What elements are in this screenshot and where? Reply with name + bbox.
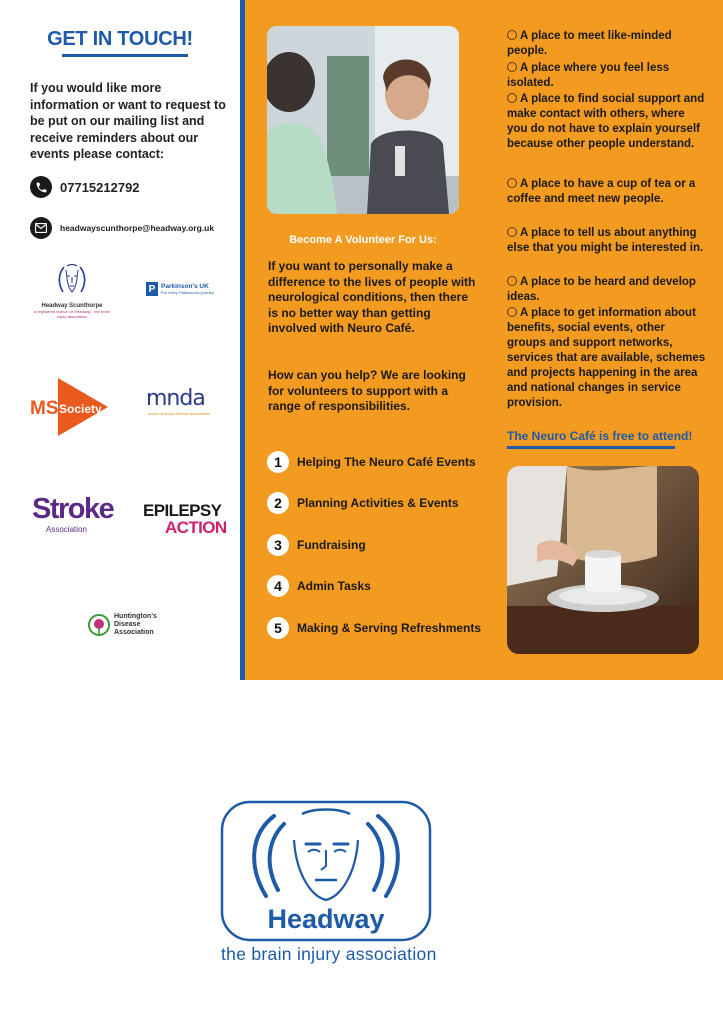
ms-letters: MS — [30, 398, 59, 419]
help-number-badge: 2 — [267, 492, 289, 514]
help-item-3 — [267, 534, 366, 556]
action-word: ACTION — [165, 518, 227, 537]
phone-row[interactable] — [30, 176, 140, 198]
ms-society-word: Society — [59, 402, 102, 416]
help-number-badge: 4 — [267, 575, 289, 597]
parkinsons-p-mark: P — [146, 282, 158, 296]
free-to-attend-note: The Neuro Café is free to attend! — [507, 429, 693, 443]
bullet-icon — [507, 307, 517, 317]
volunteers-photo — [267, 26, 459, 214]
help-item-label: Admin Tasks — [297, 579, 371, 593]
headway-wordmark: Headway — [267, 904, 385, 934]
mnda-sub: motor neurone disease association — [148, 411, 211, 416]
bullet-icon — [507, 30, 517, 40]
help-item-label: Planning Activities & Events — [297, 496, 459, 510]
bullet-icon — [507, 93, 517, 103]
help-item-5 — [267, 617, 481, 639]
phone-number[interactable]: 07715212792 — [60, 179, 140, 195]
benefit-item: A place to meet like-minded people. — [507, 30, 672, 57]
mnda-wordmark: mnda — [146, 386, 205, 411]
epilepsy-word: EPILEPSY — [143, 501, 222, 520]
volunteer-paragraph-2: How can you help? We are looking for volunteers to support with a range of responsibilities. — [268, 368, 466, 413]
help-item-label: Helping The Neuro Café Events — [297, 455, 476, 469]
email-icon — [30, 217, 52, 239]
ms-society-logo — [30, 376, 110, 438]
parkinsons-tagline: For every Parkinson's journey — [161, 290, 214, 295]
benefit-item: A place to get information about benefits, social events, other groups and support networks, services that are available, schemes and projects happening in the area and national changes in service provision. — [507, 307, 706, 409]
help-item-label: Making & Serving Refreshments — [297, 621, 482, 635]
email-row[interactable] — [30, 217, 214, 239]
help-item-label: Fundraising — [297, 538, 366, 552]
bullet-icon — [507, 62, 517, 72]
benefit-item: A place to be heard and develop ideas. — [507, 276, 696, 303]
bullet-icon — [507, 227, 517, 237]
title-underline — [62, 54, 188, 57]
coffee-photo — [507, 466, 699, 654]
help-item-1 — [267, 451, 476, 473]
contact-intro: If you would like more information or want to request to be put on our mailing list and receive reminders about our events please contact: — [30, 81, 226, 161]
headway-logo — [220, 800, 432, 942]
help-number-badge: 5 — [267, 617, 289, 639]
help-item-4 — [267, 575, 371, 597]
help-number-badge: 3 — [267, 534, 289, 556]
bullet-icon — [507, 178, 517, 188]
headway-face-mark — [54, 262, 90, 296]
headway-tagline: the brain injury association — [221, 944, 437, 964]
benefit-item: A place where you feel less isolated. — [507, 62, 670, 89]
parkinsons-name: Parkinson's UK — [161, 283, 209, 290]
benefit-item: A place to tell us about anything else that you might be interested in. — [507, 227, 704, 254]
bullet-icon — [507, 276, 517, 286]
parkinsons-uk-logo — [146, 282, 214, 296]
volunteer-paragraph-1: If you want to personally make a difference to the lives of people with neurological conditions, then there is no better way than getting involved with Neuro Café. — [268, 259, 476, 335]
huntingtons-logo — [88, 613, 174, 637]
benefit-item: A place to find social support and make contact with others, where you do not have to explain yourself because other people understand. — [507, 93, 705, 150]
get-in-touch-title: GET IN TOUCH! — [47, 28, 193, 50]
contact-panel — [0, 0, 240, 680]
epilepsy-action-logo — [143, 502, 227, 536]
volunteer-heading: Become A Volunteer For Us: — [289, 234, 437, 246]
stroke-association-logo — [32, 494, 113, 534]
benefit-item: A place to have a cup of tea or a coffee and meet new people. — [507, 178, 696, 205]
mnda-logo — [146, 386, 218, 416]
huntingtons-name: Huntington's Disease Association — [114, 613, 157, 636]
stroke-wordmark: Stroke — [32, 493, 114, 525]
huntingtons-mark — [88, 613, 110, 637]
headway-scunthorpe-name: Headway Scunthorpe — [41, 303, 103, 309]
email-address[interactable]: headwayscunthorpe@headway.org.uk — [60, 223, 215, 233]
headway-scunthorpe-logo — [32, 262, 112, 319]
phone-icon — [30, 176, 52, 198]
help-number-badge: 1 — [267, 451, 289, 473]
stroke-sub: Association — [46, 525, 87, 534]
headway-scunthorpe-sub: a registered branch of Headway - the brain injury association — [34, 309, 110, 319]
free-note-underline — [507, 446, 675, 449]
help-item-2 — [267, 492, 459, 514]
